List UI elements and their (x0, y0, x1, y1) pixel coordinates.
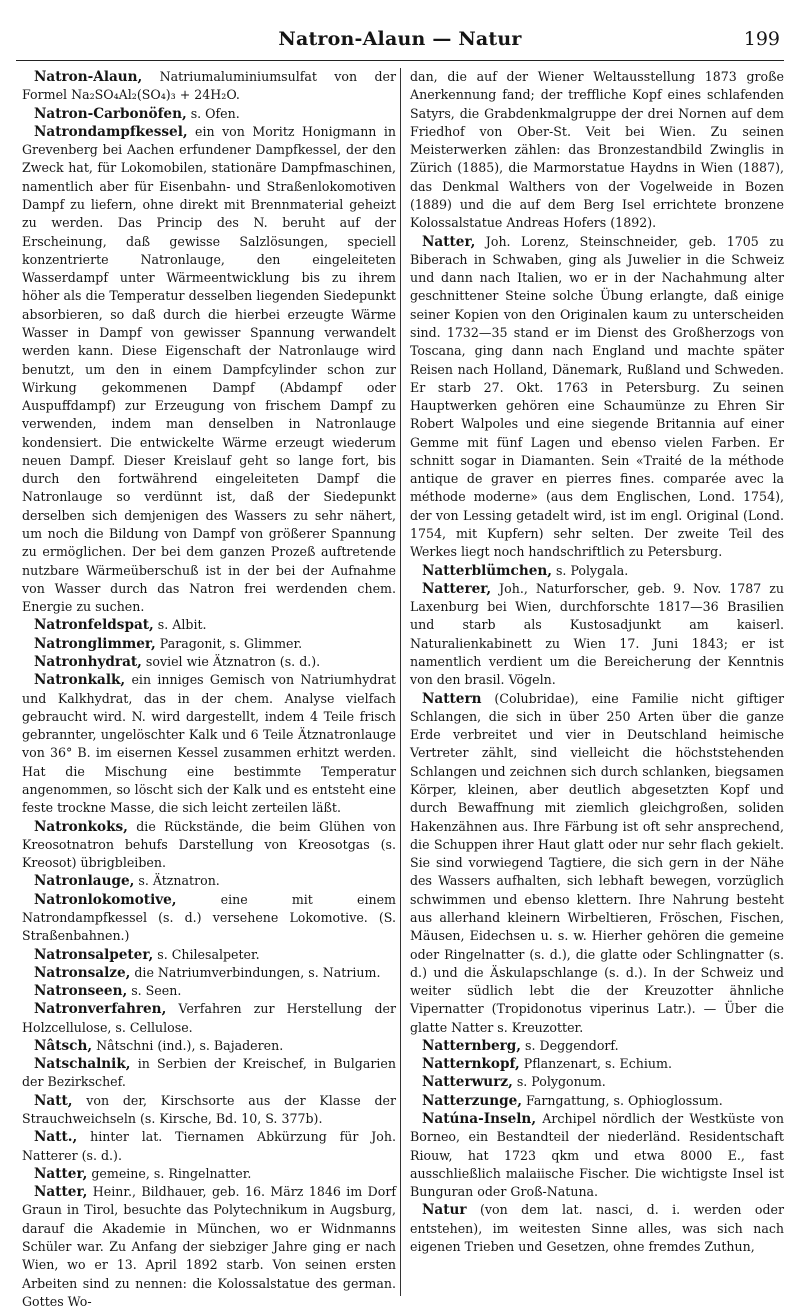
dictionary-entry (410, 68, 784, 233)
entry-headword: Natronverfahren, (34, 1001, 167, 1018)
entry-headword: Natronglimmer, (34, 635, 156, 652)
entry-headword: Natter, (34, 1165, 88, 1182)
entry-text: s. Deggendorf. (521, 1037, 619, 1053)
dictionary-entry (22, 1055, 396, 1092)
entry-text: Joh. Lorenz, Steinschneider, geb. 1705 zu Biberach in Schwaben, ging als Juwelier in die Schweiz und dann nach Italien, wo er in der Nachahmung alter geschnittener Steine solche Übung erlangte, daß einige seiner Kopien von den Originalen kaum zu unterscheiden sind. 1732—35 stand er im Dienst des Großherzogs von Toscana, ging dann nach England und machte später Reisen nach Holland, Dänemark, Rußland und Schweden. Er starb 27. Okt. 1763 in Petersburg. Zu seinen Hauptwerken gehören eine Schaumünze zu Ehren Sir Robert Walpoles und eine siegende Britannia auf einer Gemme mit fünf Lagen und ebenso vielen Farben. Er schnitt sogar in Diamanten. Sein «Traité de la méthode antique de graver en pierres fines. comparée avec la méthode moderne» (aus dem Englischen, Lond. 1754), der von Lessing getadelt wird, ist im engl. Original (Lond. 1754, mit Kupfern) sehr selten. Der zweite Teil des Werkes liegt noch handschriftlich zu Petersburg. (410, 233, 784, 560)
entry-headword: Nâtsch, (34, 1037, 93, 1054)
text-columns (22, 68, 784, 1309)
dictionary-entry (22, 616, 396, 634)
entry-headword: Natterwurz, (422, 1074, 513, 1091)
dictionary-entry (22, 818, 396, 873)
entry-text: hinter lat. Tiernamen Abkürzung für Joh. Natterer (s. d.). (22, 1129, 396, 1163)
dictionary-entry (22, 671, 396, 817)
entry-headword: Natrondampfkessel, (34, 123, 188, 140)
right-column (410, 68, 784, 1298)
entry-text: gemeine, s. Ringelnatter. (87, 1165, 252, 1181)
entry-headword: Natronsalpeter, (34, 946, 154, 963)
dictionary-entry (22, 123, 396, 617)
entry-text: Nâtschni (ind.), s. Bajaderen. (92, 1037, 284, 1053)
entry-text: dan, die auf der Wiener Weltausstellung 1873 große Anerkennung fand; der treffliche Kopf eines schlafenden Satyrs, die Grabdenkmalgruppe der drei Nornen auf dem Friedhof von Ober-St. Veit bei Wien. Zu seinen Meisterwerken zählen: das Bronzestandbild Zwinglis in Zürich (1885), die Marmorstatue Haydns in Wien (1887), das Denkmal Walthers von der Vogelweide in Bozen (1889) und die auf dem Berg Isel errichtete bronzene Kolossalstatue Andreas Hofers (1892). (410, 69, 784, 231)
entry-headword: Nattern (422, 690, 482, 707)
entry-headword: Natronsalze, (34, 964, 131, 981)
dictionary-entry (22, 891, 396, 946)
entry-headword: Natternberg, (422, 1037, 522, 1054)
dictionary-entry (410, 1201, 784, 1256)
entry-text: s. Seen. (127, 983, 182, 999)
entry-headword: Natter, (34, 1184, 88, 1201)
dictionary-entry (410, 1110, 784, 1201)
entry-text: (Colubridae), eine Familie nicht giftiger Schlangen, die sich in über 250 Arten über die ganze Erde verbreitet und vier in Deutschland heimische Vertreter zählt, sind vielleicht die höchststehenden Schlangen und zeichnen sich durch schlanken, biegsamen Körper, kleinen, aber deutlich abgesetzten Kopf und durch Bewaffnung mit ziemlich gleichgroßen, soliden Hakenzähnen aus. Ihre Färbung ist oft sehr ansprechend, die Schuppen ihrer Haut glatt oder nur sehr flach gekielt. Sie sind vorwiegend Tagtiere, die sich gern in der Nähe des Wassers aufhalten, sich lebhaft bewegen, vorzüglich schwimmen und ebenso klettern. Ihre Nahrung besteht aus allerhand kleinern Wirbeltieren, Fröschen, Fischen, Mäusen, Eidechsen u. s. w. Hierher gehören die gemeine oder Ringelnatter (s. d.), die glatte oder Schlingnatter (s. d.) und die Äskulapschlange (s. d.). In der Schweiz und weiter südlich lebt die der Kreuzotter ähnliche Vipernatter (Tropidonotus viperinus Latr.). — Über die glatte Natter s. Kreuzotter. (410, 690, 784, 1035)
dictionary-entry (22, 1183, 396, 1311)
entry-text: Farngattung, s. Ophioglossum. (521, 1092, 723, 1108)
entry-text: ein inniges Gemisch von Natriumhydrat und Kalkhydrat, das in der chem. Analyse vielfach gebraucht wird. N. wird dargestellt, indem 4 Teile frisch gebrannter, ungelöschter Kalk und 6 Teile Ätznatronlauge von 36° B. im eisernen Kessel zusammen erhitzt werden. Hat die Mischung eine bestimmte Temperatur angenommen, so löscht sich der Kalk und es entsteht eine feste trockne Masse, die sich leicht zerteilen läßt. (22, 672, 396, 816)
page-header (16, 28, 784, 58)
dictionary-entry (410, 562, 784, 580)
dictionary-entry (22, 653, 396, 671)
entry-headword: Natúna-Inseln, (422, 1111, 537, 1128)
entry-text: Joh., Naturforscher, geb. 9. Nov. 1787 zu Laxenburg bei Wien, durchforschte 1817—36 Brasilien und starb als Kustosadjunkt am kaiserl. Naturalienkabinett zu Wien 17. Juni 1843; er ist namentlich verdient um die Bereicherung der Kenntnis von den brasil. Vögeln. (410, 580, 784, 688)
entry-headword: Natterer, (422, 580, 492, 597)
entry-headword: Natron-Alaun, (34, 69, 143, 85)
entry-headword: Natron-Carbonöfen, (34, 105, 187, 122)
dictionary-entry (410, 1037, 784, 1055)
entry-text: Paragonit, s. Glimmer. (155, 635, 303, 651)
entry-text: eine mit einem Natrondampfkessel (s. d.) versehene Lokomotive. (S. Straßenbahnen.) (22, 891, 396, 944)
entry-text: Archipel nördlich der Westküste von Borneo, ein Bestandteil der niederländ. Residentschaft Riouw, hat 1723 qkm und etwa 8000 E., fast ausschließlich malaiische Fischer. Die wichtigste Insel ist Bunguran oder Groß-Natuna. (410, 1111, 784, 1200)
dictionary-entry (22, 982, 396, 1000)
entry-text: s. Polygala. (551, 562, 629, 578)
entry-headword: Natter, (422, 233, 476, 250)
entry-text: Natriumaluminiumsulfat von der Formel Na₂SO₄Al₂(SO₄)₃ + 24H₂O. (22, 69, 396, 103)
entry-headword: Natschalnik, (34, 1056, 131, 1073)
entry-headword: Natterzunge, (422, 1092, 522, 1109)
dictionary-entry (22, 1128, 396, 1165)
entry-text: die Rückstände, die beim Glühen von Kreosotnatron behufs Darstellung von Kreosotgas (s. Kreosot) übrigbleiben. (22, 818, 396, 871)
entry-text: s. Albit. (153, 617, 207, 633)
dictionary-entry (410, 1073, 784, 1091)
entry-text: (von dem lat. nasci, d. i. werden oder entstehen), im weitesten Sinne alles, was sich nach eigenen Trieben und Gesetzen, ohne fremdes Zuthun, (410, 1202, 784, 1254)
dictionary-entry (22, 1165, 396, 1183)
dictionary-entry (410, 690, 784, 1037)
entry-text: von der, Kirschsorte aus der Klasse der Strauchweichseln (s. Kirsche, Bd. 10, S. 377b). (22, 1092, 396, 1127)
entry-headword: Natt, (34, 1092, 73, 1109)
entry-headword: Natt., (34, 1129, 78, 1146)
entry-text: ein von Moritz Honigmann in Grevenberg bei Aachen erfundener Dampfkessel, der den Zweck hat, für Lokomobilen, stationäre Dampfmaschinen, namentlich aber für Eisenbahn- und Straßenlokomotiven Dampf zu liefern, ohne direkt mit Brennmaterial geheizt zu werden. Das Princip des N. beruht auf der Erscheinung, daß gewisse Salzlösungen, speciell konzentrierte Natronlauge, den eingeleiteten Wasserdampf unter Wärmeentwicklung bis zu ihrem höher als die Temperatur desselben liegenden Siedepunkt absorbieren, so daß durch die hierbei erzeugte Wärme Wasser in Dampf von gewisser Spannung verwandelt werden kann. Diese Eigenschaft der Natronlauge wird benutzt, um den in einem Dampfcylinder schon zur Wirkung gekommenen Dampf (Abdampf oder Auspuffdampf) zur Erzeugung von frischem Dampf zu verwenden, indem man denselben in Natronlauge kondensiert. Die entwickelte Wärme erzeugt wiederum neuen Dampf. Dieser Kreislauf geht so lange fort, bis durch den fortwährend eingeleiteten Dampf die Natronlauge so verdünnt ist, daß der Siedepunkt derselben sich demjenigen des Wassers zu sehr nähert, um noch die Bildung von Dampf von größerer Spannung zu ermöglichen. Der bei dem ganzen Prozeß auftretende nutzbare Wärmeüberschuß ist in der bei der Aufnahme von Wasser durch das Natron frei werdenden chem. Energie zu suchen. (22, 123, 396, 615)
dictionary-entry (22, 872, 396, 890)
entry-headword: Natternkopf, (422, 1056, 520, 1073)
dictionary-entry (22, 946, 396, 964)
entry-text: soviel wie Ätznatron (s. d.). (141, 654, 321, 669)
entry-text: die Natriumverbindungen, s. Natrium. (130, 964, 381, 980)
entry-text: Heinr., Bildhauer, geb. 16. März 1846 im Dorf Graun in Tirol, besuchte das Polytechnikum in Augsburg, darauf die Akademie in München, wo er Widnmanns Schüler war. Zu Anfang der siebziger Jahre ging er nach Wien, wo er 13. April 1892 starb. Von seinen ersten Arbeiten sind zu nennen: die Kolossalstatue des german. Gottes Wo- (22, 1184, 396, 1309)
entry-text: s. Polygonum. (512, 1074, 606, 1090)
entry-text: in Serbien der Kreischef, in Bulgarien der Bezirkschef. (22, 1056, 396, 1090)
entry-headword: Natronfeldspat, (34, 617, 154, 634)
dictionary-entry (410, 580, 784, 690)
dictionary-entry (410, 233, 784, 562)
entry-text: s. Ätznatron. (134, 873, 220, 889)
page-number: 199 (743, 28, 780, 50)
entry-headword: Natur (422, 1202, 467, 1219)
header-rule (16, 60, 784, 61)
entry-headword: Natronkoks, (34, 818, 128, 835)
entry-headword: Natronhydrat, (34, 654, 142, 670)
dictionary-entry (410, 1092, 784, 1110)
dictionary-entry (22, 1037, 396, 1055)
entry-headword: Natronseen, (34, 983, 128, 1000)
entry-text: Pflanzenart, s. Echium. (519, 1056, 672, 1072)
entry-text: Verfahren zur Herstellung der Holzcellulose, s. Cellulose. (22, 1001, 396, 1035)
entry-headword: Natterblümchen, (422, 562, 552, 579)
entry-headword: Natronkalk, (34, 672, 126, 689)
dictionary-entry (22, 1000, 396, 1037)
dictionary-entry (22, 964, 396, 982)
left-column (22, 68, 396, 1309)
column-rule (400, 68, 401, 1296)
dictionary-entry (22, 1092, 396, 1129)
dictionary-entry (22, 105, 396, 123)
entry-headword: Natronlauge, (34, 873, 135, 890)
running-title: Natron-Alaun — Natur (278, 28, 522, 50)
dictionary-entry (22, 635, 396, 653)
dictionary-entry (22, 68, 396, 105)
dictionary-entry (410, 1055, 784, 1073)
entry-text: s. Ofen. (186, 105, 240, 121)
entry-text: s. Chilesalpeter. (153, 946, 260, 962)
entry-headword: Natronlokomotive, (34, 891, 177, 908)
